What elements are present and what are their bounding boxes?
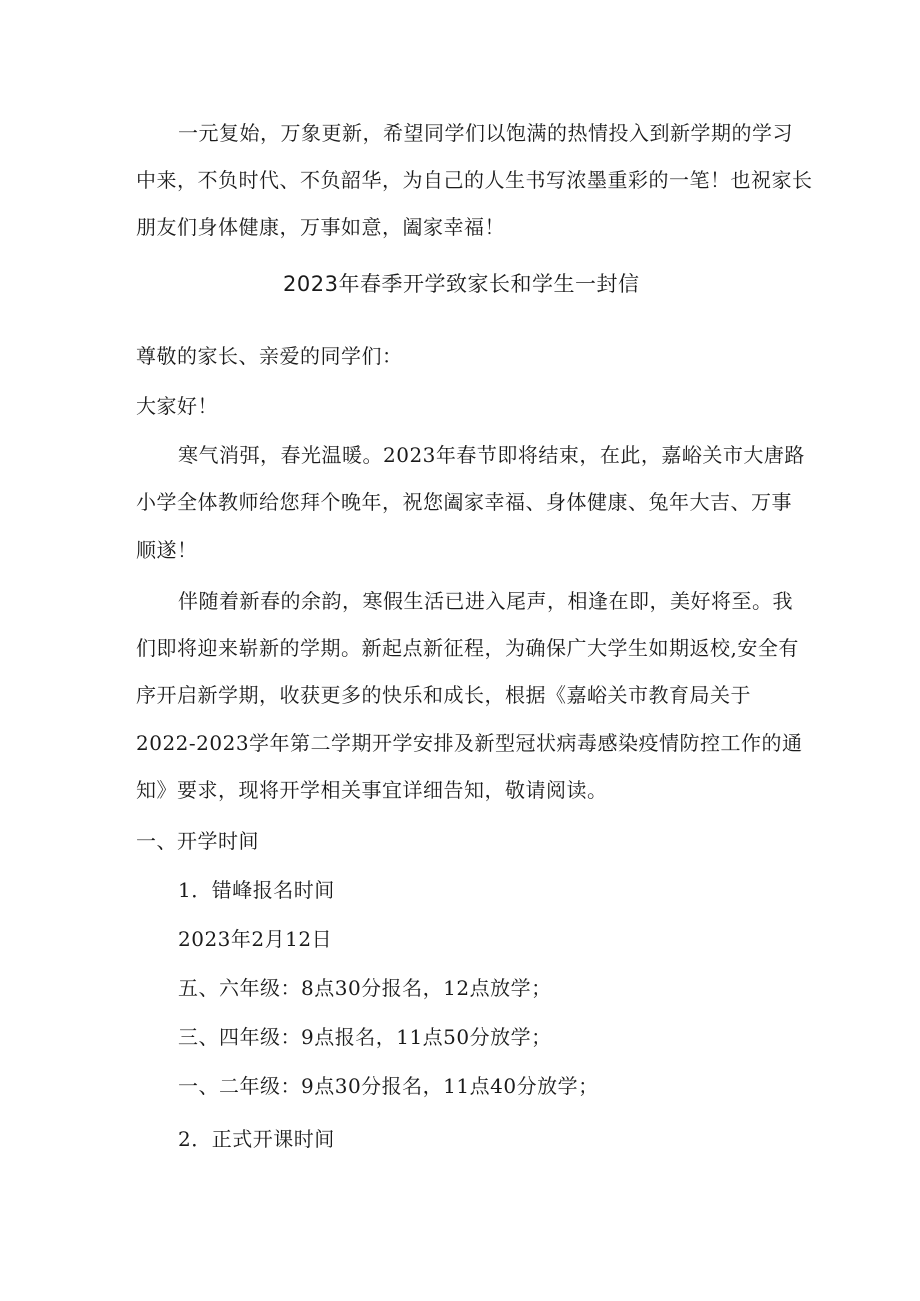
intro-line-1: 一元复始，万象更新，希望同学们以饱满的热情投入到新学期的学习	[178, 121, 793, 145]
intro-line-3: 朋友们身体健康，万事如意，阖家幸福！	[136, 215, 505, 239]
grade-1-2-schedule: 一、二年级：9点30分报名，11点40分放学；	[178, 1074, 599, 1098]
item1-heading: 1．错峰报名时间	[178, 878, 335, 902]
section1-heading: 一、开学时间	[136, 829, 259, 853]
paragraph2-line-2: 们即将迎来崭新的学期。新起点新征程，为确保广大学生如期返校,安全有	[136, 636, 799, 660]
paragraph1-line-3: 顺遂！	[136, 538, 198, 562]
paragraph2-line-1: 伴随着新春的余韵，寒假生活已进入尾声，相逢在即，美好将至。我	[178, 589, 793, 613]
salutation: 尊敬的家长、亲爱的同学们：	[136, 344, 403, 368]
document-title: 2023年春季开学致家长和学生一封信	[283, 272, 640, 296]
greeting: 大家好！	[136, 394, 218, 418]
paragraph1-line-1: 寒气消弭，春光温暖。2023年春节即将结束，在此，嘉峪关市大唐路	[178, 443, 805, 467]
paragraph2-line-5: 知》要求，现将开学相关事宜详细告知，敬请阅读。	[136, 778, 608, 802]
paragraph2-line-3: 序开启新学期，收获更多的快乐和成长，根据《嘉峪关市教育局关于	[136, 683, 751, 707]
intro-line-2: 中来，不负时代、不负韶华，为自己的人生书写浓墨重彩的一笔！也祝家长	[136, 168, 813, 192]
grade-5-6-schedule: 五、六年级：8点30分报名，12点放学；	[178, 976, 552, 1000]
paragraph2-line-4: 2022-2023学年第二学期开学安排及新型冠状病毒感染疫情防控工作的通	[136, 731, 803, 755]
paragraph1-line-2: 小学全体教师给您拜个晚年，祝您阖家幸福、身体健康、兔年大吉、万事	[136, 490, 792, 514]
registration-date: 2023年2月12日	[178, 927, 333, 951]
grade-3-4-schedule: 三、四年级：9点报名，11点50分放学；	[178, 1025, 552, 1049]
item2-heading: 2．正式开课时间	[178, 1127, 335, 1151]
